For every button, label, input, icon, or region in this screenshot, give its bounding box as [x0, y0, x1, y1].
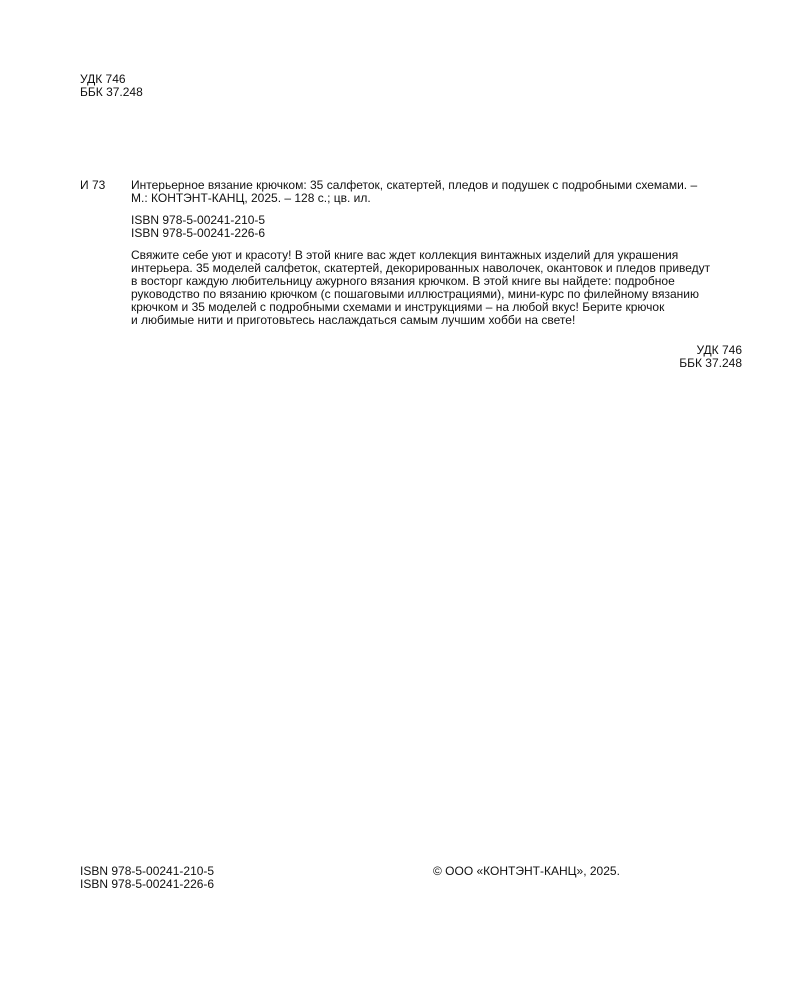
annotation-line: и любимые нити и приготовьтесь наслаждаться самым лучшим хобби на свете! — [131, 313, 576, 327]
bbk-code: ББК 37.248 — [80, 85, 143, 99]
annotation-text — [131, 249, 731, 327]
copyright-notice: © ООО «КОНТЭНТ-КАНЦ», 2025. — [433, 864, 620, 878]
bibliographic-entry — [131, 179, 731, 327]
title-line: М.: КОНТЭНТ-КАНЦ, 2025. – 128 с.; цв. ил. — [131, 191, 371, 205]
classification-codes-right — [600, 344, 742, 370]
isbn-line: ISBN 978-5-00241-210-5 — [80, 864, 215, 878]
isbn-line: ISBN 978-5-00241-210-5 — [131, 213, 266, 227]
annotation-line: в восторг каждую любительницу ажурного вязания крючком. В этой книге вы найдете: подробное — [131, 274, 675, 288]
title-line: Интерьерное вязание крючком: 35 салфеток, скатертей, пледов и подушек с подробными схемами. – — [131, 178, 698, 192]
footer-isbn-list — [80, 865, 214, 891]
annotation-line: крючком и 35 моделей с подробными схемами и инструкциями – на любой вкус! Берите крючок — [131, 300, 665, 314]
udk-code: УДК 746 — [80, 72, 126, 86]
classification-codes-top — [80, 73, 143, 99]
isbn-line: ISBN 978-5-00241-226-6 — [80, 877, 215, 891]
isbn-line: ISBN 978-5-00241-226-6 — [131, 226, 266, 240]
annotation-line: интерьера. 35 моделей салфеток, скатертей, декорированных наволочек, окантовок и пледов приведут — [131, 261, 711, 275]
udk-code: УДК 746 — [696, 343, 742, 357]
annotation-line: Свяжите себе уют и красоту! В этой книге вас ждет коллекция винтажных изделий для украшения — [131, 248, 679, 262]
bibliographic-title — [131, 179, 731, 205]
annotation-line: руководство по вязанию крючком (с пошаговыми иллюстрациями), мини-курс по филейному вязанию — [131, 287, 700, 301]
bbk-code: ББК 37.248 — [679, 356, 742, 370]
author-index: И 73 — [80, 178, 106, 192]
isbn-list — [131, 214, 731, 240]
